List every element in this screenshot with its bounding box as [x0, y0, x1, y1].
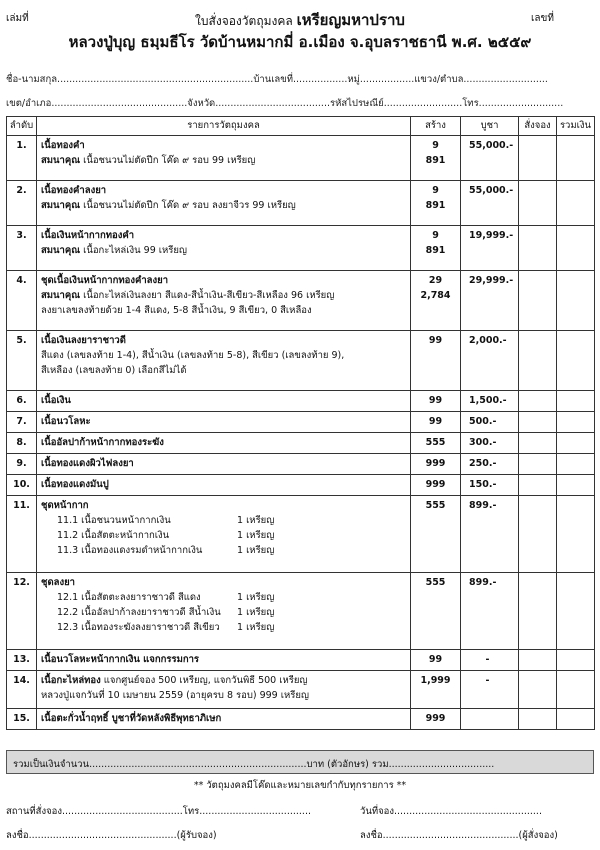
order-cell[interactable] [519, 650, 557, 671]
row-made: 555 [411, 433, 461, 454]
order-cell[interactable] [519, 226, 557, 271]
col-order: สั่งจอง [519, 117, 557, 136]
serial-number-label: เลขที่ [531, 13, 554, 24]
form-title-text: ใบสั่งจองวัตถุมงคล [195, 14, 293, 28]
table-row [7, 433, 595, 454]
total-cell[interactable] [557, 271, 595, 331]
sub-item: 12.3 เนื้อทองระฆังลงยาราชาวดี สีเขียว 1 เหรียญ [57, 622, 275, 633]
item-title: เนื้ออัลปาก้าหน้ากากทองระฆัง [37, 433, 411, 454]
row-no: 7. [7, 412, 37, 433]
order-cell[interactable] [519, 391, 557, 412]
order-date-field[interactable]: วันที่จอง................................................. [360, 806, 542, 817]
total-cell[interactable] [557, 433, 595, 454]
total-cell[interactable] [557, 181, 595, 226]
table-row [7, 181, 595, 226]
table-row [7, 475, 595, 496]
form-title [6, 8, 594, 32]
row-no: 15. [7, 709, 37, 730]
row-item [37, 136, 411, 181]
total-cell[interactable] [557, 331, 595, 391]
row-price: - [461, 671, 519, 709]
table-row [7, 709, 595, 730]
table-row [7, 331, 595, 391]
sub-item: 12.1 เนื้อสัตตะลงยาราชาวดี สีแดง 1 เหรียญ [57, 592, 275, 603]
total-cell[interactable] [557, 709, 595, 730]
row-made: 999 [411, 709, 461, 730]
row-no: 2. [7, 181, 37, 226]
order-cell[interactable] [519, 496, 557, 573]
row-price: 500.- [461, 412, 519, 433]
total-cell[interactable] [557, 475, 595, 496]
row-no: 10. [7, 475, 37, 496]
item-title: ชุดหน้ากาก [41, 500, 89, 511]
row-made: 99 [411, 391, 461, 412]
sub-item: 11.2 เนื้อสัตตะหน้ากากเงิน 1 เหรียญ [57, 530, 275, 541]
row-price: 899.- [461, 496, 519, 573]
row-price: 19,999.- [461, 226, 519, 271]
item-title: ชุดลงยา [41, 577, 75, 588]
table-row [7, 496, 595, 573]
item-note: สีแดง (เลขลงท้าย 1-4), สีน้ำเงิน (เลขลงท้าย 5-8), สีเขียว (เลขลงท้าย 9), [41, 350, 345, 361]
col-total: รวมเงิน [557, 117, 595, 136]
order-cell[interactable] [519, 573, 557, 650]
item-title: ชุดเนื้อเงินหน้ากากทองคำลงยา [41, 275, 169, 286]
table-row [7, 391, 595, 412]
row-price: - [461, 650, 519, 671]
row-price: 250.- [461, 454, 519, 475]
order-cell[interactable] [519, 136, 557, 181]
row-item [37, 226, 411, 271]
header-row [6, 8, 594, 28]
col-price: บูชา [461, 117, 519, 136]
table-row [7, 226, 595, 271]
item-bonus: สมนาคุณ เนื้อกะไหล่เงิน 99 เหรียญ [41, 245, 188, 256]
item-title: เนื้อเงินหน้ากากทองคำ [41, 230, 135, 241]
col-item: รายการวัตถุมงคล [37, 117, 411, 136]
row-no: 11. [7, 496, 37, 573]
total-cell[interactable] [557, 391, 595, 412]
row-made: 9 891 [411, 181, 461, 226]
book-number-label: เล่มที่ [6, 13, 29, 24]
item-title: เนื้อทองแดงมันปู [37, 475, 411, 496]
total-cell[interactable] [557, 671, 595, 709]
item-title: เนื้อเงินลงยาราชาวดี [41, 335, 126, 346]
order-place-field[interactable]: สถานที่สั่งจอง........................................โทร..................................... [6, 806, 311, 817]
row-no: 3. [7, 226, 37, 271]
row-made: 555 [411, 496, 461, 573]
table-row [7, 271, 595, 331]
row-price: 55,000.- [461, 181, 519, 226]
row-made: 99 [411, 650, 461, 671]
row-price [461, 709, 519, 730]
col-made: สร้าง [411, 117, 461, 136]
row-item [37, 331, 411, 391]
order-cell[interactable] [519, 454, 557, 475]
row-item [37, 181, 411, 226]
row-no: 4. [7, 271, 37, 331]
row-no: 12. [7, 573, 37, 650]
order-cell[interactable] [519, 671, 557, 709]
total-cell[interactable] [557, 136, 595, 181]
order-cell[interactable] [519, 181, 557, 226]
row-made: 9 891 [411, 136, 461, 181]
row-made: 99 [411, 331, 461, 391]
item-title: เนื้อตะกั่วน้ำฤทธิ์ บูชาที่วัดหลังพิธีพุทธาภิเษก [37, 709, 411, 730]
row-no: 5. [7, 331, 37, 391]
total-cell[interactable] [557, 496, 595, 573]
row-price: 2,000.- [461, 331, 519, 391]
item-note: ลงยาเลขลงท้ายด้วย 1-4 สีแดง, 5-8 สีน้ำเงิน, 9 สีเขียว, 0 สีเหลือง [41, 305, 312, 316]
row-price: 55,000.- [461, 136, 519, 181]
row-no: 14. [7, 671, 37, 709]
table-row [7, 454, 595, 475]
row-made: 999 [411, 475, 461, 496]
row-item [37, 271, 411, 331]
row-no: 13. [7, 650, 37, 671]
item-title: เนื้อทองแดงผิวไฟลงยา [37, 454, 411, 475]
row-price: 899.- [461, 573, 519, 650]
item-bonus: สมนาคุณ เนื้อชนวนไม่ตัดปีก โค๊ด ๙ รอบ 99 เหรียญ [41, 155, 256, 166]
row-price: 1,500.- [461, 391, 519, 412]
row-made: 99 [411, 412, 461, 433]
row-no: 8. [7, 433, 37, 454]
item-note: หลวงปู่แจกวันที่ 10 เมษายน 2559 (อายุครบ 8 รอบ) 999 เหรียญ [41, 690, 310, 701]
coin-title: เหรียญมหาปราบ [296, 11, 405, 29]
table-row [7, 671, 595, 709]
order-table [6, 116, 595, 730]
table-row [7, 573, 595, 650]
item-title: เนื้อทองคำลงยา [41, 185, 107, 196]
row-made: 1,999 [411, 671, 461, 709]
receiver-signature-field[interactable]: ลงชื่อ.................................................(ผู้รับจอง) [6, 830, 217, 841]
table-row [7, 650, 595, 671]
row-price: 150.- [461, 475, 519, 496]
row-made: 9 891 [411, 226, 461, 271]
row-price: 29,999.- [461, 271, 519, 331]
order-cell[interactable] [519, 433, 557, 454]
table-header [7, 117, 595, 136]
sub-item: 11.1 เนื้อชนวนหน้ากากเงิน 1 เหรียญ [57, 515, 275, 526]
sub-item: 12.2 เนื้ออัลปาก้าลงยาราชาวดี สีน้ำเงิน 1 เหรียญ [57, 607, 275, 618]
table-row [7, 412, 595, 433]
order-cell[interactable] [519, 271, 557, 331]
order-cell[interactable] [519, 331, 557, 391]
row-item [37, 573, 411, 650]
total-cell[interactable] [557, 573, 595, 650]
code-note: ** วัตถุมงคลมีโค๊ดและหมายเลขกำกับทุกรายการ ** [193, 780, 407, 791]
item-bonus: สมนาคุณ เนื้อชนวนไม่ตัดปีก โค๊ด ๙ รอบ ลงยาจีวร 99 เหรียญ [41, 200, 296, 211]
district-province-field[interactable]: เขต/อำเภอ.............................................จังหวัด......................................รหัสไปรษณีย์..........................โทร............................ [6, 98, 564, 109]
item-note: สีเหลือง (เลขลงท้าย 0) เลือกสีไม่ได้ [41, 365, 187, 376]
page-subtitle: หลวงปู่บุญ ธมฺมธีโร วัดบ้านหมากมี่ อ.เมือง จ.อุบลราชธานี พ.ศ. ๒๕๕๙ [68, 33, 532, 51]
total-cell[interactable] [557, 454, 595, 475]
total-cell[interactable] [557, 412, 595, 433]
order-cell[interactable] [519, 412, 557, 433]
row-no: 1. [7, 136, 37, 181]
row-item: เนื้อนวโลหะหน้ากากเงิน แจกกรรมการ [37, 650, 411, 671]
orderer-signature-field[interactable]: ลงชื่อ.............................................(ผู้สั่งจอง) [360, 830, 558, 841]
row-item [37, 496, 411, 573]
order-cell[interactable] [519, 709, 557, 730]
row-made: 29 2,784 [411, 271, 461, 331]
total-cell[interactable] [557, 226, 595, 271]
sub-item: 11.3 เนื้อทองแดงรมดำหน้ากากเงิน 1 เหรียญ [57, 545, 275, 556]
item-title: เนื้อนวโลหะ [37, 412, 411, 433]
item-title: เนื้อทองคำ [41, 140, 85, 151]
name-address-field[interactable]: ชื่อ-นามสกุล.................................................................บ้านเลขที่..................หมู่..................แขวง/ตำบล............................ [6, 74, 548, 85]
row-item: เนื้อกะไหล่ทอง แจกศูนย์จอง 500 เหรียญ, แจกวันพิธี 500 เหรียญ หลวงปู่แจกวันที่ 10 เมษายน 2559 (อายุครบ 8 รอบ) 999 เหรียญ [37, 671, 411, 709]
row-made: 999 [411, 454, 461, 475]
row-price: 300.- [461, 433, 519, 454]
item-title: เนื้อเงิน [37, 391, 411, 412]
row-no: 6. [7, 391, 37, 412]
item-bonus: สมนาคุณ เนื้อกะไหล่เงินลงยา สีแดง-สีน้ำเงิน-สีเขียว-สีเหลือง 96 เหรียญ [41, 290, 335, 301]
row-no: 9. [7, 454, 37, 475]
col-no: ลำดับ [7, 117, 37, 136]
grand-total-bar[interactable]: รวมเป็นเงินจำนวน........................................................................บาท (ตัวอักษร) รวม................................... [6, 750, 594, 774]
row-made: 555 [411, 573, 461, 650]
order-cell[interactable] [519, 475, 557, 496]
total-cell[interactable] [557, 650, 595, 671]
table-row [7, 136, 595, 181]
